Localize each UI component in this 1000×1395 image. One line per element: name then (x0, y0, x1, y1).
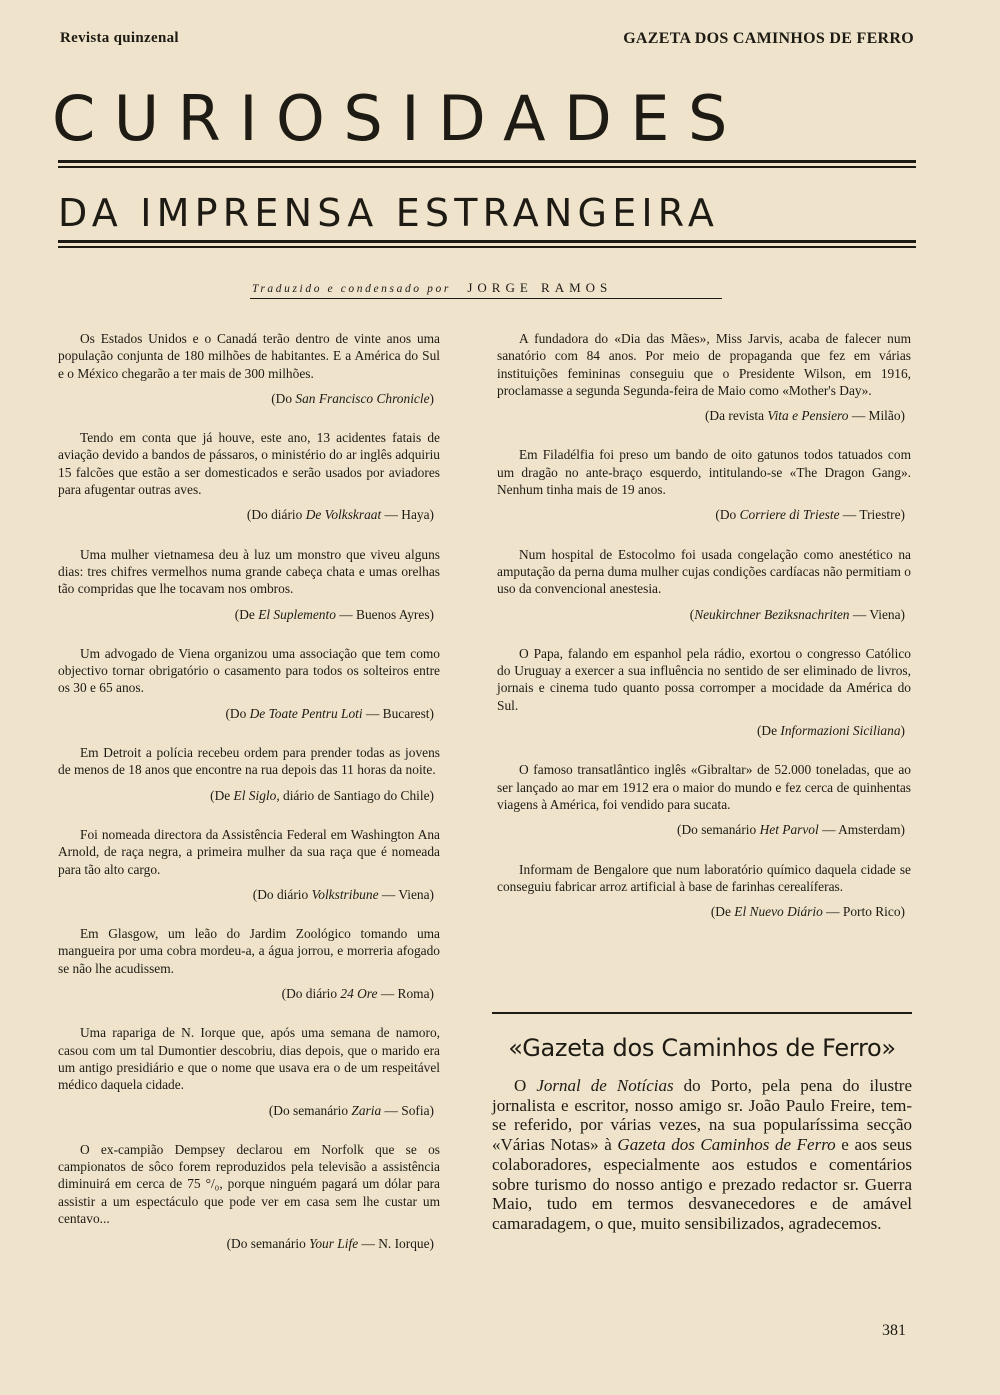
title-rule-thin (58, 166, 916, 168)
news-item-source: (Do diário 24 Ore — Roma) (281, 986, 434, 1002)
news-item-body: Os Estados Unidos e o Canadá terão dentro de vinte anos uma população conjunta de 180 milhões de habitantes. E a América do Sul e o México chegarão a ter mais de 300 milhões. (58, 331, 440, 381)
news-item (58, 925, 440, 1002)
news-item (497, 446, 911, 523)
news-item-source: (Do semanário Het Parvol — Amsterdam) (677, 822, 905, 838)
source-publication: El Siglo (233, 787, 277, 803)
news-item-body: Uma mulher vietnamesa deu à luz um monstro que viveu alguns dias: tres chifres vermelhos numa grande cabeça chata e umas orelhas tão compridas que lhe tocavam nos ombros. (58, 546, 440, 597)
news-item (58, 744, 440, 804)
news-item-source: (De El Nuevo Diário — Porto Rico) (710, 904, 905, 920)
source-publication: Vita e Pensiero (767, 408, 849, 424)
source-publication: Volkstribune (311, 886, 379, 902)
news-item-body: Num hospital de Estocolmo foi usada congelação como anestético na amputação da perna duma mulher cujas condições cardíacas não permitiam o uso da convencional anestesia. (497, 546, 911, 597)
news-item (58, 330, 440, 407)
news-item-body: O Papa, falando em espanhol pela rádio, exortou o congresso Católico do Uruguay a exercer a sua influência no sentido de ser eliminado de livros, jornais e cinema tudo quanto possa corromper a mocidade da América do Sul. (497, 645, 911, 713)
news-item-body: Informam de Bengalore que num laboratório químico daquela cidade se conseguiu fabricar arroz artificial à base de farinhas cerealíferas. (497, 861, 911, 894)
source-publication: Corriere di Trieste (739, 507, 840, 523)
source-publication: El Nuevo Diário (734, 904, 823, 920)
left-column (58, 330, 440, 1275)
news-item-body: Em Detroit a polícia recebeu ordem para prender todas as jovens de menos de 18 anos que encontre na rua depois das 11 horas da noite. (58, 745, 440, 778)
source-publication: De Toate Pentru Loti (249, 705, 363, 721)
news-item-body: Tendo em conta que já houve, este ano, 13 acidentes fatais de aviação devido a bandos de pássaros, o ministério do ar inglês adquiriu 15 falcões que estão a ser domesticados e serão usados por aviadores para afugentar outras aves. (58, 430, 440, 498)
news-item (497, 861, 911, 921)
running-head-left: Revista quinzenal (60, 30, 179, 46)
news-item-body: Um advogado de Viena organizou uma associação que tem como objectivo tornar obrigatório o casamento para todos os solteiros entre os 30 e 65 anos. (58, 645, 440, 696)
news-item (58, 1024, 440, 1118)
news-item-body: O ex-campião Dempsey declarou em Norfolk que se os campionatos de sôco forem reproduzidos pela televisão a assistência diminuirá em cerca de 75 °/₀, porque ninguém pagará um dólar para assistir a um espectáculo que pode ver em casa sem lhe custar um centavo... (58, 1141, 440, 1226)
news-item-body: Uma rapariga de N. Iorque que, após uma semana de namoro, casou com um tal Dumontier descobriu, dias depois, que o marido era um antigo presidiário e que o nome que usava era o de um respeitável médico daquela cidade. (58, 1025, 440, 1093)
source-publication: Your Life (309, 1236, 359, 1252)
news-item-source: (Do semanário Your Life — N. Iorque) (226, 1236, 434, 1252)
title-rule-thick (58, 160, 916, 163)
page-subtitle: DA IMPRENSA ESTRANGEIRA (58, 191, 720, 235)
news-item-body: Em Glasgow, um leão do Jardim Zoológico tomando uma mangueira por uma cobra mordeu-a, a água jorrou, e morreria afogado se não lhe acudissem. (58, 926, 440, 976)
news-item-body: Foi nomeada directora da Assistência Federal em Washington Ana Arnold, de raça negra, a primeira mulher da sua raça que é nomeada para tão alto cargo. (58, 826, 440, 877)
byline-underline (250, 298, 722, 299)
source-publication: Zaria (351, 1102, 382, 1118)
news-item (58, 1141, 440, 1253)
source-publication: De Volkskraat (305, 507, 382, 523)
news-item-source: (Do San Francisco Chronicle) (271, 390, 434, 406)
gazeta-notice (492, 1012, 912, 1234)
source-publication: 24 Ore (340, 986, 378, 1002)
running-head-right: GAZETA DOS CAMINHOS DE FERRO (623, 30, 914, 47)
news-item-source: (Neukirchner Beziksnachriten — Viena) (689, 606, 905, 622)
news-item-source: (Do semanário Zaria — Sofia) (268, 1102, 434, 1118)
news-item-body: A fundadora do «Dia das Mães», Miss Jarvis, acaba de falecer num sanatório com 84 anos. Por meio de propaganda que fez em várias instituições femininas conseguiu que o Presidente Wilson, em 1916, proclamasse a segunda Segunda-feira de Maio como «Mother's Day». (497, 331, 911, 398)
news-item (58, 645, 440, 722)
news-item (58, 546, 440, 623)
news-item-body: O famoso transatlântico inglês «Gibraltar» de 52.000 toneladas, que ao ser lançado ao mar em 1912 era o maior do mundo e fez cerca de quinhentas viagens à América, foi vendido para sucata. (497, 762, 911, 812)
news-item (58, 826, 440, 903)
news-item-source: (Do Corriere di Trieste — Triestre) (715, 507, 905, 523)
news-item (497, 761, 911, 838)
source-publication: San Francisco Chronicle (295, 390, 430, 406)
news-item-body: Em Filadélfia foi preso um bando de oito gatunos todos tatuados com um dragão no ante-braço esquerdo, intitulando-se «The Dragon Gang». Nenhum tinha mais de 19 anos. (497, 447, 911, 498)
notice-rule (492, 1012, 912, 1014)
byline (252, 280, 722, 296)
news-item-source: (Do De Toate Pentru Loti — Bucarest) (225, 705, 434, 721)
news-item-source: (De Informazioni Siciliana) (756, 723, 905, 739)
news-item-source: (De El Suplemento — Buenos Ayres) (234, 606, 434, 622)
news-item-source: (De El Siglo, diário de Santiago do Chile) (210, 787, 434, 803)
news-item-source: (Do diário De Volkskraat — Haya) (246, 507, 434, 523)
source-publication: Het Parvol (759, 822, 819, 838)
news-item (497, 645, 911, 739)
source-publication: El Suplemento (258, 606, 336, 622)
right-column (497, 330, 911, 942)
news-item (58, 429, 440, 523)
news-item-source: (Da revista Vita e Pensiero — Milão) (704, 408, 905, 424)
byline-author: JORGE RAMOS (467, 280, 613, 295)
source-publication: Informazioni Siciliana (780, 723, 901, 739)
notice-body: O Jornal de Notícias do Porto, pela pena do ilustre jornalista e escritor, nosso amigo sr. João Paulo Freire, tem-se referido, por várias vezes, na sua popularíssima secção «Várias Notas» à Gazeta dos Caminhos de Ferro e aos seus colaboradores, especialmente aos estudos e comentários sobre turismo do nosso antigo e prezado redactor sr. Guerra Maio, tudo em termos desvanecedores e de amável camaradagem, o que, muito sensibilizados, agradecemos. (492, 1076, 913, 1233)
source-publication: Neukirchner Beziksnachriten (694, 606, 850, 622)
byline-prefix: Traduzido e condensado por (252, 283, 451, 295)
news-item (497, 330, 911, 424)
news-item (497, 546, 911, 623)
subtitle-rule-thin (58, 246, 916, 248)
subtitle-rule-thick (58, 240, 916, 243)
notice-title: «Gazeta dos Caminhos de Ferro» (508, 1034, 896, 1062)
page-title: CURIOSIDADES (52, 82, 746, 155)
page-number: 381 (882, 1322, 906, 1339)
news-item-source: (Do diário Volkstribune — Viena) (252, 886, 434, 902)
